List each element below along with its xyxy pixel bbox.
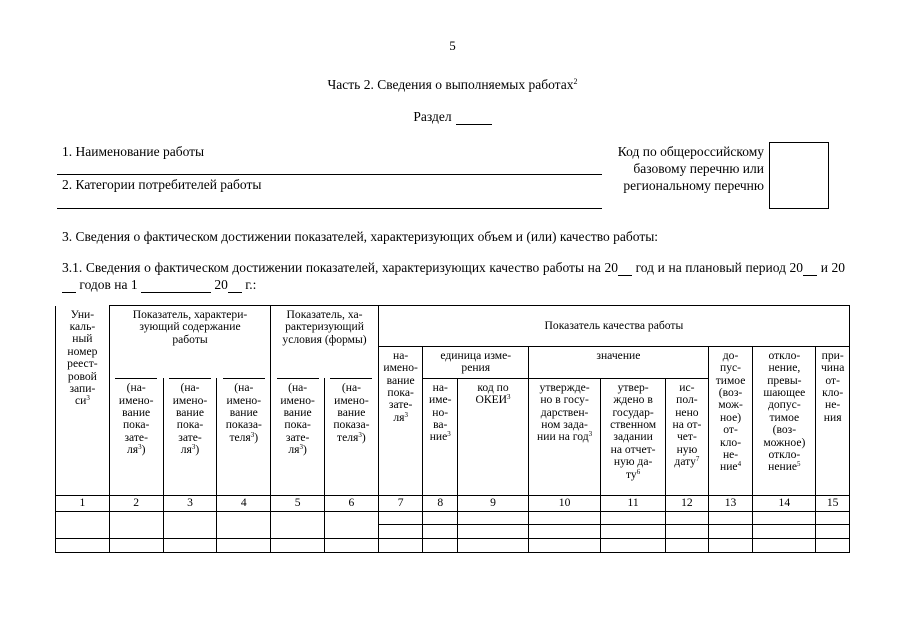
registry-code-label (606, 143, 764, 194)
col-num-12: 12 (666, 495, 709, 511)
table-cell[interactable] (753, 524, 816, 538)
table-cell[interactable] (109, 538, 163, 552)
col-num-15: 15 (816, 495, 850, 511)
table-cell[interactable] (601, 524, 666, 538)
table-cell[interactable] (163, 538, 217, 552)
item31-text-6: г.: (245, 277, 257, 292)
header-exceeding-deviation: откло- нение, превы- шающее допус- тимое (воз- можное) откло- нение$^5$ (753, 346, 816, 495)
table-cell[interactable] (816, 511, 850, 524)
item31-text-3: и 20 (820, 260, 846, 275)
table-cell[interactable] (601, 538, 666, 552)
header-unit-group: единица изме- рения (423, 346, 529, 378)
quality-indicators-table (55, 305, 850, 553)
col-num-11: 11 (601, 495, 666, 511)
col-num-5: 5 (271, 495, 325, 511)
table-cell[interactable] (708, 524, 753, 538)
table-cell[interactable] (708, 538, 753, 552)
section-line (0, 109, 905, 125)
table-cell[interactable] (378, 524, 423, 538)
table-cell[interactable] (529, 511, 601, 524)
table-cell[interactable] (325, 511, 379, 538)
table-cell[interactable] (666, 538, 709, 552)
item-3-1-heading (62, 259, 845, 293)
table-cell[interactable] (529, 538, 601, 552)
page-number: 5 (449, 38, 456, 53)
conditions-group-spacer (271, 346, 379, 378)
part-title (0, 77, 905, 93)
header-content-indicator-3: (на- имено- вание показа- теля$^3$) (217, 378, 271, 495)
table-cell[interactable] (423, 524, 458, 538)
col-num-14: 14 (753, 495, 816, 511)
col-num-7: 7 (378, 495, 423, 511)
table-row (56, 538, 850, 552)
table-cell[interactable] (423, 538, 458, 552)
header-conditions-indicator-2: (на- имено- вание показа- теля$^3$) (325, 378, 379, 495)
header-executed-report-date: ис- пол- нено на от- чет- ную дату$^7$ (666, 378, 709, 495)
table-cell[interactable] (601, 511, 666, 524)
header-allowed-deviation: до- пус- тимое (воз- мож- ное) от- кло- не- ние$^4$ (708, 346, 753, 495)
year-blank-2[interactable] (803, 263, 817, 276)
table-cell[interactable] (816, 524, 850, 538)
section-label: Раздел (413, 109, 452, 124)
item-3-heading: 3. Сведения о фактическом достижении показателей, характеризующих объем и (или) качество работы: (62, 229, 659, 244)
header-content-indicator-2: (на- имено- вание пока- зате- $ля^3$) (163, 378, 217, 495)
table-cell[interactable] (163, 511, 217, 538)
table-cell[interactable] (56, 538, 110, 552)
col-num-4: 4 (217, 495, 271, 511)
table-cell[interactable] (423, 511, 458, 524)
table-cell[interactable] (378, 511, 423, 524)
year-blank-3[interactable] (62, 280, 76, 293)
work-name-field[interactable] (57, 174, 602, 175)
registry-code-box[interactable] (769, 142, 829, 209)
header-approved-year: утвержде- но в госу- дарствен- ном зада- нии на год$^3$ (529, 378, 601, 495)
work-categories-field[interactable] (57, 208, 602, 209)
col-num-2: 2 (109, 495, 163, 511)
table-row (56, 511, 850, 524)
col-num-8: 8 (423, 495, 458, 511)
part-title-footnote: 2 (573, 77, 578, 86)
header-unit-name: на- име- но- ва- ние$^3$ (423, 378, 458, 495)
work-categories-label: 2. Категории потребителей работы (62, 177, 262, 192)
date-blank[interactable] (141, 280, 211, 293)
table-cell[interactable] (109, 511, 163, 538)
code-label-line-1: Код по общероссийскому (617, 144, 764, 159)
table-cell[interactable] (217, 511, 271, 538)
table-cell[interactable] (666, 524, 709, 538)
header-unique-number (56, 306, 110, 496)
table-cell[interactable] (378, 538, 423, 552)
section-number-blank[interactable] (456, 111, 492, 125)
table-cell[interactable] (325, 538, 379, 552)
col-num-3: 3 (163, 495, 217, 511)
table-cell[interactable] (753, 511, 816, 524)
col-num-9: 9 (457, 495, 528, 511)
header-value-group: значение (529, 346, 709, 378)
header-content-indicator-1: (на- имено- вание пока- зате- $ля^3$) (109, 378, 163, 495)
col-num-1: 1 (56, 495, 110, 511)
col-num-13: 13 (708, 495, 753, 511)
table-cell[interactable] (457, 524, 528, 538)
item31-text-1: 3.1. Сведения о фактическом достижении показателей, характеризующих качество работы на 20 (62, 260, 618, 275)
header-unit-code: код по ОКЕИ$^3$ (457, 378, 528, 495)
header-conditions-indicator-group: Показатель, ха- рактеризующий условия (формы) (271, 306, 379, 347)
table-cell[interactable] (457, 511, 528, 524)
year-blank-1[interactable] (618, 263, 632, 276)
header-content-indicator-group: Показатель, характери- зующий содержание работы (109, 306, 270, 347)
table-cell[interactable] (666, 511, 709, 524)
col-num-6: 6 (325, 495, 379, 511)
table-cell[interactable] (271, 538, 325, 552)
table-cell[interactable] (56, 511, 110, 538)
content-group-spacer (109, 346, 270, 378)
work-name-label: 1. Наименование работы (62, 144, 205, 159)
table-cell[interactable] (457, 538, 528, 552)
header-approved-report-date: утвер- ждено в государ- ственном задании на отчет- ную да- $ту^6$ (601, 378, 666, 495)
table-cell[interactable] (708, 511, 753, 524)
table-cell[interactable] (753, 538, 816, 552)
table-cell[interactable] (271, 511, 325, 538)
header-quality-name: на- имено- вание пока- зате- $ля^3$ (378, 346, 423, 495)
year-blank-4[interactable] (228, 280, 242, 293)
item31-text-4: годов на 1 (79, 277, 138, 292)
header-deviation-reason: при- чина от- кло- не- ния (816, 346, 850, 495)
header-quality-indicator-group: Показатель качества работы (378, 306, 849, 347)
col-num-10: 10 (529, 495, 601, 511)
column-number-row (56, 495, 850, 511)
unique-number-text: Уни- каль- ный номер реест- ровой запи- $си^3$ (67, 307, 98, 408)
table-cell[interactable] (217, 538, 271, 552)
item31-text-5: 20 (214, 277, 228, 292)
table-cell[interactable] (529, 524, 601, 538)
table-cell[interactable] (816, 538, 850, 552)
header-conditions-indicator-1: (на- имено- вание пока- зате- $ля^3$) (271, 378, 325, 495)
code-label-line-3: региональному перечню (623, 178, 764, 193)
code-label-line-2: базовому перечню или (633, 161, 764, 176)
item31-text-2: год и на плановый период 20 (635, 260, 804, 275)
part-title-text: Часть 2. Сведения о выполняемых работах (327, 77, 574, 92)
